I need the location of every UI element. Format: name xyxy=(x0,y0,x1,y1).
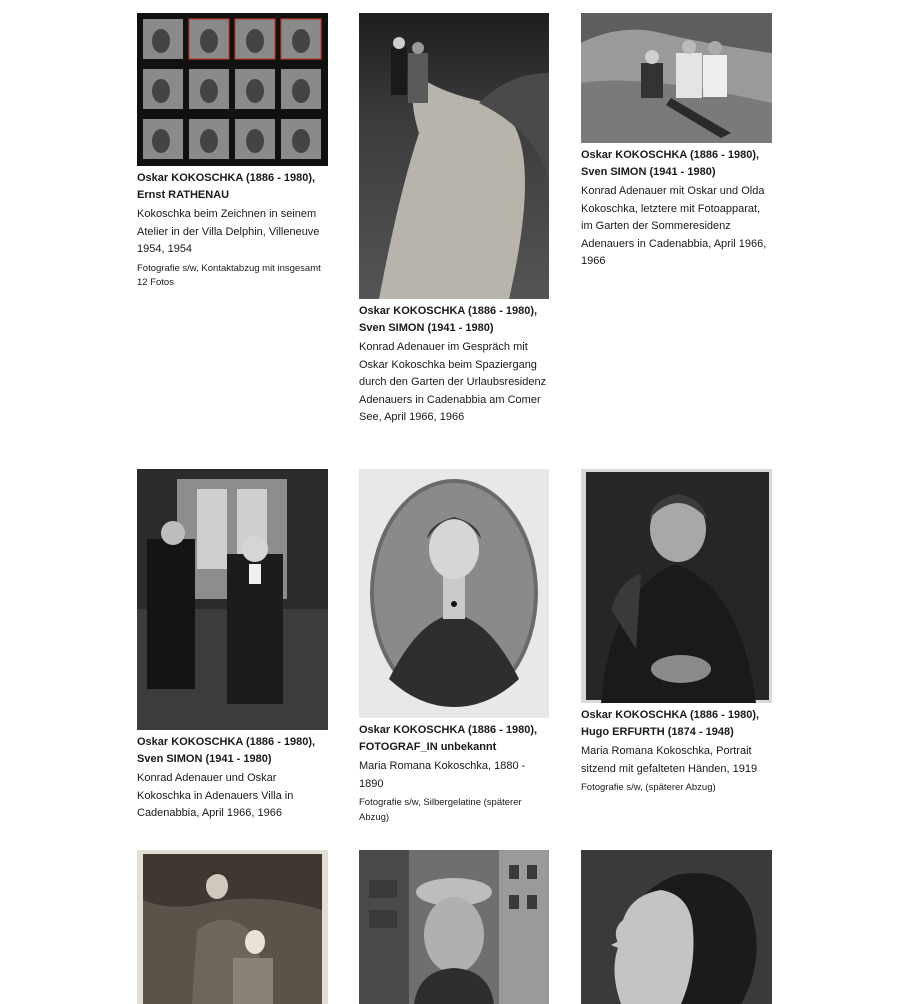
artwork-card[interactable] xyxy=(137,469,329,823)
artwork-photo-seated-portrait[interactable] xyxy=(581,469,772,703)
artwork-title: Maria Romana Kokoschka, 1880 - 1890 xyxy=(359,760,526,790)
artwork-card[interactable] xyxy=(581,469,773,796)
artwork-artist: Oskar KOKOSCHKA (1886 - 1980), xyxy=(359,724,538,736)
artwork-card[interactable] xyxy=(581,850,773,1004)
artwork-photo-profile-portrait[interactable] xyxy=(581,850,772,1004)
artwork-artist: Oskar KOKOSCHKA (1886 - 1980), xyxy=(581,709,760,721)
artwork-artist: Oskar KOKOSCHKA (1886 - 1980), xyxy=(359,305,538,317)
artwork-photographer: Hugo ERFURTH (1874 - 1948) xyxy=(581,726,734,738)
artwork-card[interactable] xyxy=(581,13,773,271)
artwork-artist: Oskar KOKOSCHKA (1886 - 1980), xyxy=(137,172,316,184)
artwork-photo-garden-path[interactable] xyxy=(359,13,549,299)
artwork-artist: Oskar KOKOSCHKA (1886 - 1980), xyxy=(137,736,316,748)
artwork-photographer: Sven SIMON (1941 - 1980) xyxy=(137,753,272,765)
artwork-photographer: Sven SIMON (1941 - 1980) xyxy=(359,322,494,334)
artwork-medium: Fotografie s/w, Kontaktabzug mit insgesamt 12 Fotos xyxy=(137,262,321,288)
artwork-photo-couple-garden[interactable] xyxy=(137,850,328,1004)
artwork-medium: Fotografie s/w, (späterer Abzug) xyxy=(581,782,716,793)
artwork-title: Maria Romana Kokoschka, Portrait sitzend mit gefalteten Händen, 1919 xyxy=(581,745,758,775)
artwork-card[interactable] xyxy=(359,13,551,427)
artwork-medium: Fotografie s/w, Silbergelatine (späterer Abzug) xyxy=(359,797,522,823)
artwork-card[interactable] xyxy=(359,850,551,1004)
artwork-title: Konrad Adenauer im Gespräch mit Oskar Kokoschka beim Spaziergang durch den Garten der Urlaubsresidenz Adenauers in Cadenabbia am Comer See, April 1966, 1966 xyxy=(359,341,547,423)
artwork-title: Kokoschka beim Zeichnen in seinem Atelier in der Villa Delphin, Villeneuve 1954, 1954 xyxy=(137,208,320,255)
artwork-title: Konrad Adenauer mit Oskar und Olda Kokoschka, letztere mit Fotoapparat, im Garten der Sommeresidenz Adenauers in Cadenabbia, April 1966, 1966 xyxy=(581,185,767,267)
artwork-photo-contact-sheet[interactable] xyxy=(137,13,328,166)
artwork-photo-garden-seated[interactable] xyxy=(581,13,772,143)
artwork-title: Konrad Adenauer und Oskar Kokoschka in Adenauers Villa in Cadenabbia, April 1966, 1966 xyxy=(137,772,294,819)
artwork-photo-street-portrait[interactable] xyxy=(359,850,549,1004)
artwork-photographer: Sven SIMON (1941 - 1980) xyxy=(581,166,716,178)
artwork-photographer: FOTOGRAF_IN unbekannt xyxy=(359,741,497,753)
artwork-photo-villa-interior[interactable] xyxy=(137,469,328,730)
artwork-card[interactable] xyxy=(137,850,329,1004)
artwork-artist: Oskar KOKOSCHKA (1886 - 1980), xyxy=(581,149,760,161)
artwork-card[interactable] xyxy=(359,469,551,825)
artwork-photographer: Ernst RATHENAU xyxy=(137,189,230,201)
artwork-photo-oval-portrait[interactable] xyxy=(359,469,549,718)
artwork-card[interactable] xyxy=(137,13,329,291)
